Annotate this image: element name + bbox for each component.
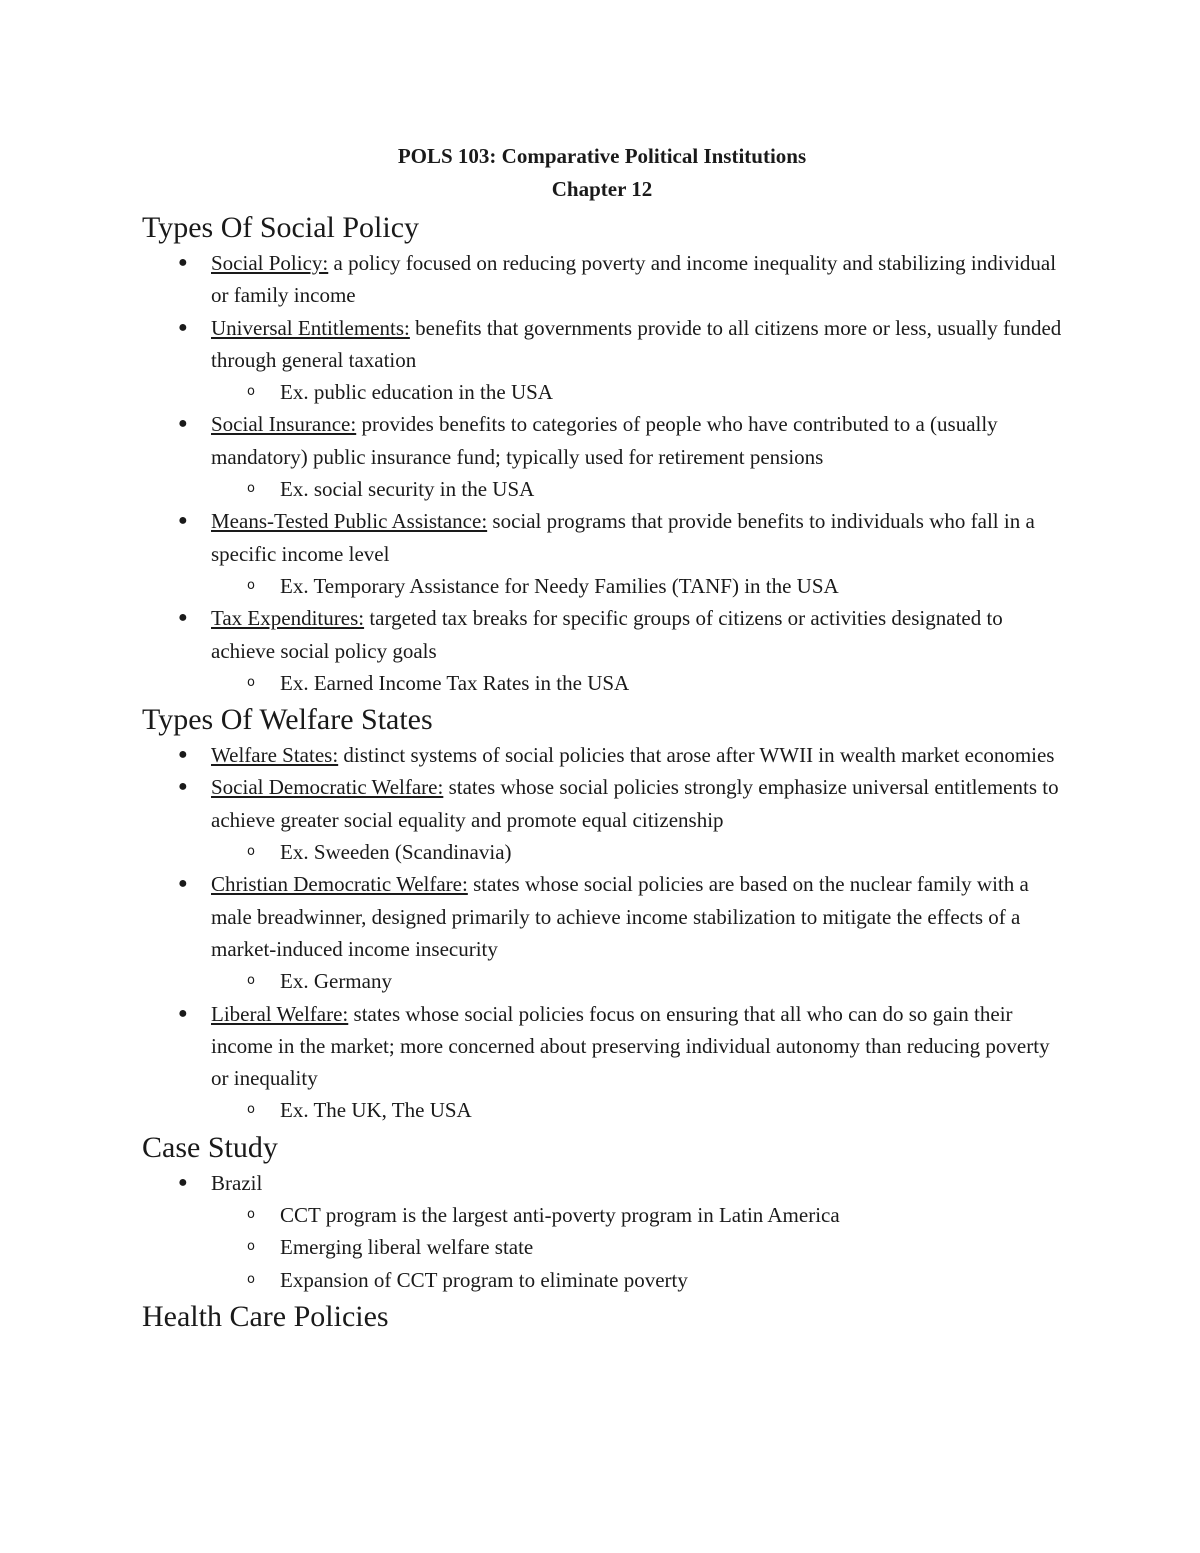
sections-container <box>142 209 1062 1336</box>
bullet-list <box>142 247 1062 699</box>
example-text: Ex. The UK, The USA <box>280 1098 472 1123</box>
term-label: Tax Expenditures: <box>211 606 365 631</box>
circle-bullet-icon: o <box>247 481 255 497</box>
example-text: Ex. Temporary Assistance for Needy Families (TANF) in the USA <box>280 573 839 598</box>
sub-list <box>211 376 1062 408</box>
bullet-list <box>142 739 1062 1127</box>
bullet-icon: ● <box>178 1004 188 1022</box>
chapter-title: Chapter 12 <box>551 177 653 201</box>
list-item <box>142 1167 1062 1296</box>
definition-text: benefits that governments provide to all citizens more or less, usually funded through general taxation <box>211 315 1062 372</box>
list-item <box>142 771 1062 868</box>
term-label: Social Policy: <box>211 251 329 275</box>
term-label: Means-Tested Public Assistance: <box>211 509 488 534</box>
bullet-icon: ● <box>178 875 188 893</box>
definition-text: states whose social policies focus on ensuring that all who can do so gain their income in the market; more concerned about preserving individual autonomy than reducing poverty or inequality <box>211 1001 1050 1091</box>
sub-list-item <box>209 1264 1062 1296</box>
bullet-list <box>142 1167 1062 1296</box>
list-item <box>142 247 1062 312</box>
sub-list <box>211 667 1062 699</box>
definition-text: social programs that provide benefits to individuals who fall in a specific income level <box>211 509 1035 566</box>
example-text: Emerging liberal welfare state <box>280 1235 534 1260</box>
list-item <box>142 868 1062 997</box>
definition-text: provides benefits to categories of people who have contributed to a (usually mandatory) public insurance fund; typically used for retirement pensions <box>211 412 998 469</box>
list-item <box>142 408 1062 505</box>
circle-bullet-icon: o <box>247 577 255 593</box>
bullet-icon: ● <box>178 746 188 764</box>
section-heading: Types Of Social Policy <box>142 211 420 244</box>
sub-list <box>211 965 1062 997</box>
term-label: Social Democratic Welfare: <box>211 775 444 800</box>
section-heading: Types Of Welfare States <box>142 703 433 737</box>
sub-list-item <box>209 667 1062 699</box>
example-text: Ex. Sweeden (Scandinavia) <box>280 840 512 865</box>
sub-list <box>211 1094 1062 1126</box>
definition-text: states whose social policies strongly emphasize universal entitlements to achieve greater social equality and promote equal citizenship <box>211 775 1059 832</box>
definition-text: targeted tax breaks for specific groups of citizens or activities designated to achieve social policy goals <box>211 606 1003 663</box>
circle-bullet-icon: o <box>247 1271 255 1287</box>
example-text: Ex. social security in the USA <box>280 477 535 502</box>
sub-list <box>211 570 1062 602</box>
example-text: Expansion of CCT program to eliminate poverty <box>280 1267 688 1292</box>
circle-bullet-icon: o <box>247 384 255 400</box>
circle-bullet-icon: o <box>247 973 255 989</box>
list-item <box>142 739 1062 771</box>
example-text: Ex. Germany <box>280 969 392 994</box>
sub-list-item <box>209 1094 1062 1126</box>
circle-bullet-icon: o <box>247 1207 255 1223</box>
definition-text: a policy focused on reducing poverty and income inequality and stabilizing individual or family income <box>211 251 1057 308</box>
section-heading: Health Care Policies <box>142 1299 389 1333</box>
sub-list-item <box>209 1199 1062 1231</box>
list-item <box>142 312 1062 409</box>
circle-bullet-icon: o <box>247 1239 255 1255</box>
definition-text: Brazil <box>211 1170 263 1195</box>
sub-list-item <box>209 473 1062 505</box>
sub-list <box>211 473 1062 505</box>
sub-list <box>211 836 1062 868</box>
sub-list-item <box>209 1231 1062 1263</box>
example-text: Ex. public education in the USA <box>280 380 553 405</box>
example-text: Ex. Earned Income Tax Rates in the USA <box>280 670 630 695</box>
list-item <box>142 602 1062 699</box>
document-page <box>142 140 1062 1336</box>
list-item <box>142 505 1062 602</box>
bullet-icon: ● <box>178 415 188 433</box>
sub-list-item <box>209 965 1062 997</box>
sub-list-item <box>209 836 1062 868</box>
list-item <box>142 998 1062 1127</box>
bullet-icon: ● <box>178 318 188 336</box>
circle-bullet-icon: o <box>247 674 255 690</box>
sub-list-item <box>209 570 1062 602</box>
term-label: Liberal Welfare: <box>211 1001 349 1026</box>
sub-list-item <box>209 376 1062 408</box>
definition-text: distinct systems of social policies that arose after WWII in wealth market economies <box>338 743 1055 768</box>
course-title: POLS 103: Comparative Political Institutions <box>397 144 807 168</box>
term-label: Christian Democratic Welfare: <box>211 872 468 897</box>
definition-text: states whose social policies are based on the nuclear family with a male breadwinner, designed primarily to achieve income stabilization to mitigate the effects of a market-induced income insecurity <box>211 872 1029 961</box>
circle-bullet-icon: o <box>247 844 255 860</box>
sub-list <box>211 1199 1062 1296</box>
example-text: CCT program is the largest anti-poverty program in Latin America <box>280 1203 840 1228</box>
bullet-icon: ● <box>178 254 188 271</box>
term-label: Welfare States: <box>211 743 339 768</box>
bullet-icon: ● <box>178 512 188 530</box>
circle-bullet-icon: o <box>247 1102 255 1118</box>
term-label: Social Insurance: <box>211 412 357 437</box>
term-label: Universal Entitlements: <box>211 315 410 340</box>
bullet-icon: ● <box>178 609 188 627</box>
bullet-icon: ● <box>178 778 188 796</box>
bullet-icon: ● <box>178 1173 188 1191</box>
section-heading: Case Study <box>142 1130 278 1164</box>
